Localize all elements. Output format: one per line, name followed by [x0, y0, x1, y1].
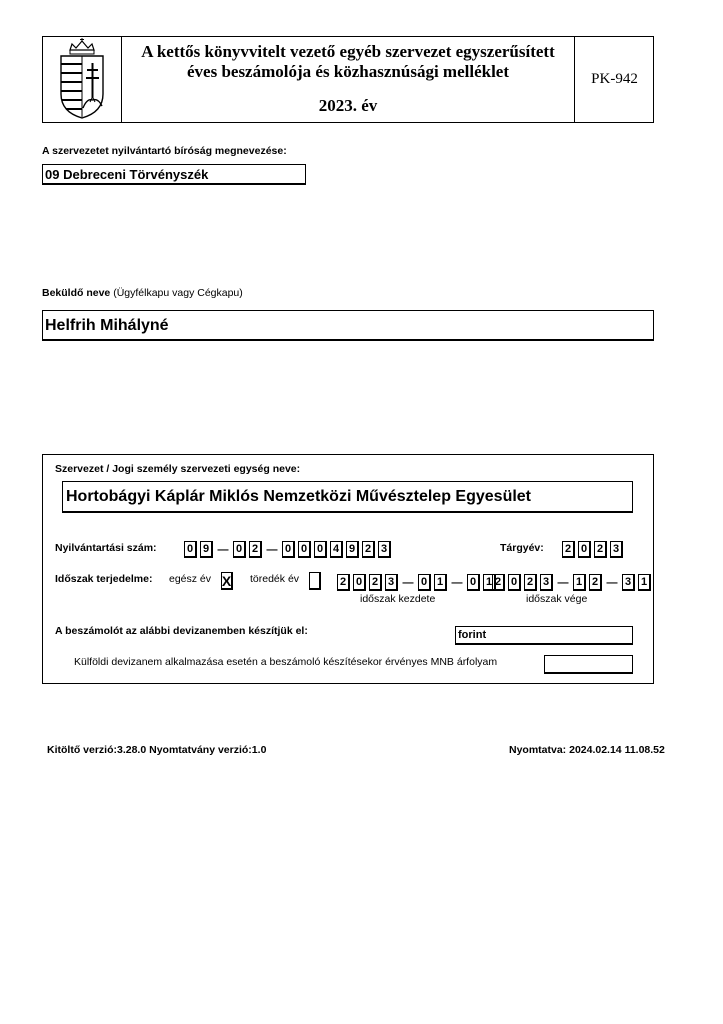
- logo-cell: [42, 36, 122, 123]
- title-line-2: éves beszámolója és közhasznúsági melléklet: [186, 62, 510, 81]
- sender-label-group: [42, 287, 243, 299]
- period-end-field[interactable]: [492, 574, 651, 591]
- year-digit: 0: [578, 541, 591, 558]
- start-digit: 0: [467, 574, 480, 591]
- form-year: 2023. év: [318, 96, 378, 115]
- reg-digit: 4: [330, 541, 343, 558]
- start-dash: —: [402, 576, 414, 589]
- start-digit: 0: [418, 574, 431, 591]
- reg-digit: 0: [233, 541, 246, 558]
- reg-digit: 2: [249, 541, 262, 558]
- end-digit: 1: [638, 574, 651, 591]
- reg-dash: —: [266, 543, 278, 556]
- sender-hint: (Ügyfélkapu vagy Cégkapu): [113, 287, 243, 299]
- org-name-field[interactable]: [62, 481, 633, 513]
- currency-value: forint: [458, 629, 487, 641]
- whole-year-checkbox[interactable]: [221, 572, 233, 590]
- reg-digit: 0: [314, 541, 327, 558]
- fx-rate-field[interactable]: [544, 655, 633, 674]
- whole-year-label: egész év: [169, 573, 212, 585]
- partial-year-label: töredék év: [250, 573, 300, 585]
- reg-digit: 0: [298, 541, 311, 558]
- end-digit: 2: [589, 574, 602, 591]
- start-digit: 3: [385, 574, 398, 591]
- reg-digit: 9: [346, 541, 359, 558]
- reg-dash: —: [217, 543, 229, 556]
- print-timestamp: Nyomtatva: 2024.02.14 11.08.52: [509, 744, 665, 756]
- fx-rate-label: Külföldi devizanem alkalmazása esetén a beszámoló készítésekor érvényes MNB árfolyam: [74, 656, 498, 668]
- reg-digit: 3: [378, 541, 391, 558]
- end-digit: 3: [622, 574, 635, 591]
- org-name-label: Szervezet / Jogi személy szervezeti egység neve:: [55, 463, 301, 475]
- reg-digit: 9: [200, 541, 213, 558]
- reg-number-field[interactable]: [184, 541, 391, 558]
- start-digit: 1: [483, 574, 496, 591]
- currency-label: A beszámolót az alábbi devizanemben készítjük el:: [55, 625, 308, 637]
- sender-value: Helfrih Mihályné: [45, 317, 169, 334]
- title-line-1: A kettős könyvvitelt vezető egyéb szervezet egyszerűsített: [141, 42, 555, 61]
- start-digit: 0: [353, 574, 366, 591]
- court-label: A szervezetet nyilvántartó bíróság megnevezése:: [42, 145, 287, 157]
- period-start-caption: időszak kezdete: [360, 593, 436, 605]
- reg-digit: 0: [282, 541, 295, 558]
- coat-of-arms-icon: [42, 36, 122, 123]
- target-year-label: Tárgyév:: [500, 542, 544, 554]
- start-digit: 2: [337, 574, 350, 591]
- form-code: [574, 36, 654, 123]
- start-dash: —: [451, 576, 463, 589]
- version-info: Kitöltő verzió:3.28.0 Nyomtatvány verzió:1.0: [47, 744, 267, 756]
- whole-year-mark: X: [221, 572, 232, 589]
- year-digit: 2: [594, 541, 607, 558]
- end-digit: 2: [524, 574, 537, 591]
- start-digit: 1: [434, 574, 447, 591]
- year-digit: 2: [562, 541, 575, 558]
- period-end-caption: időszak vége: [526, 593, 588, 605]
- partial-year-checkbox[interactable]: [309, 572, 321, 590]
- end-digit: 3: [540, 574, 553, 591]
- period-start-field[interactable]: [337, 574, 496, 591]
- reg-digit: 2: [362, 541, 375, 558]
- currency-field[interactable]: [455, 626, 633, 645]
- start-digit: 2: [369, 574, 382, 591]
- form-code-text: PK-942: [591, 71, 638, 87]
- end-digit: 1: [573, 574, 586, 591]
- court-field[interactable]: [42, 164, 306, 185]
- court-value: 09 Debreceni Törvényszék: [45, 167, 209, 182]
- target-year-field[interactable]: [562, 541, 623, 558]
- end-digit: 0: [508, 574, 521, 591]
- end-digit: 2: [492, 574, 505, 591]
- end-dash: —: [606, 576, 618, 589]
- form-title: [122, 42, 574, 82]
- end-dash: —: [557, 576, 569, 589]
- sender-label: Beküldő neve: [42, 287, 111, 299]
- period-label: Időszak terjedelme:: [55, 573, 153, 585]
- year-digit: 3: [610, 541, 623, 558]
- reg-digit: 0: [184, 541, 197, 558]
- org-name-value: Hortobágyi Káplár Miklós Nemzetközi Művésztelep Egyesület: [66, 488, 532, 505]
- reg-number-label: Nyilvántartási szám:: [55, 542, 157, 554]
- sender-field[interactable]: [42, 310, 654, 341]
